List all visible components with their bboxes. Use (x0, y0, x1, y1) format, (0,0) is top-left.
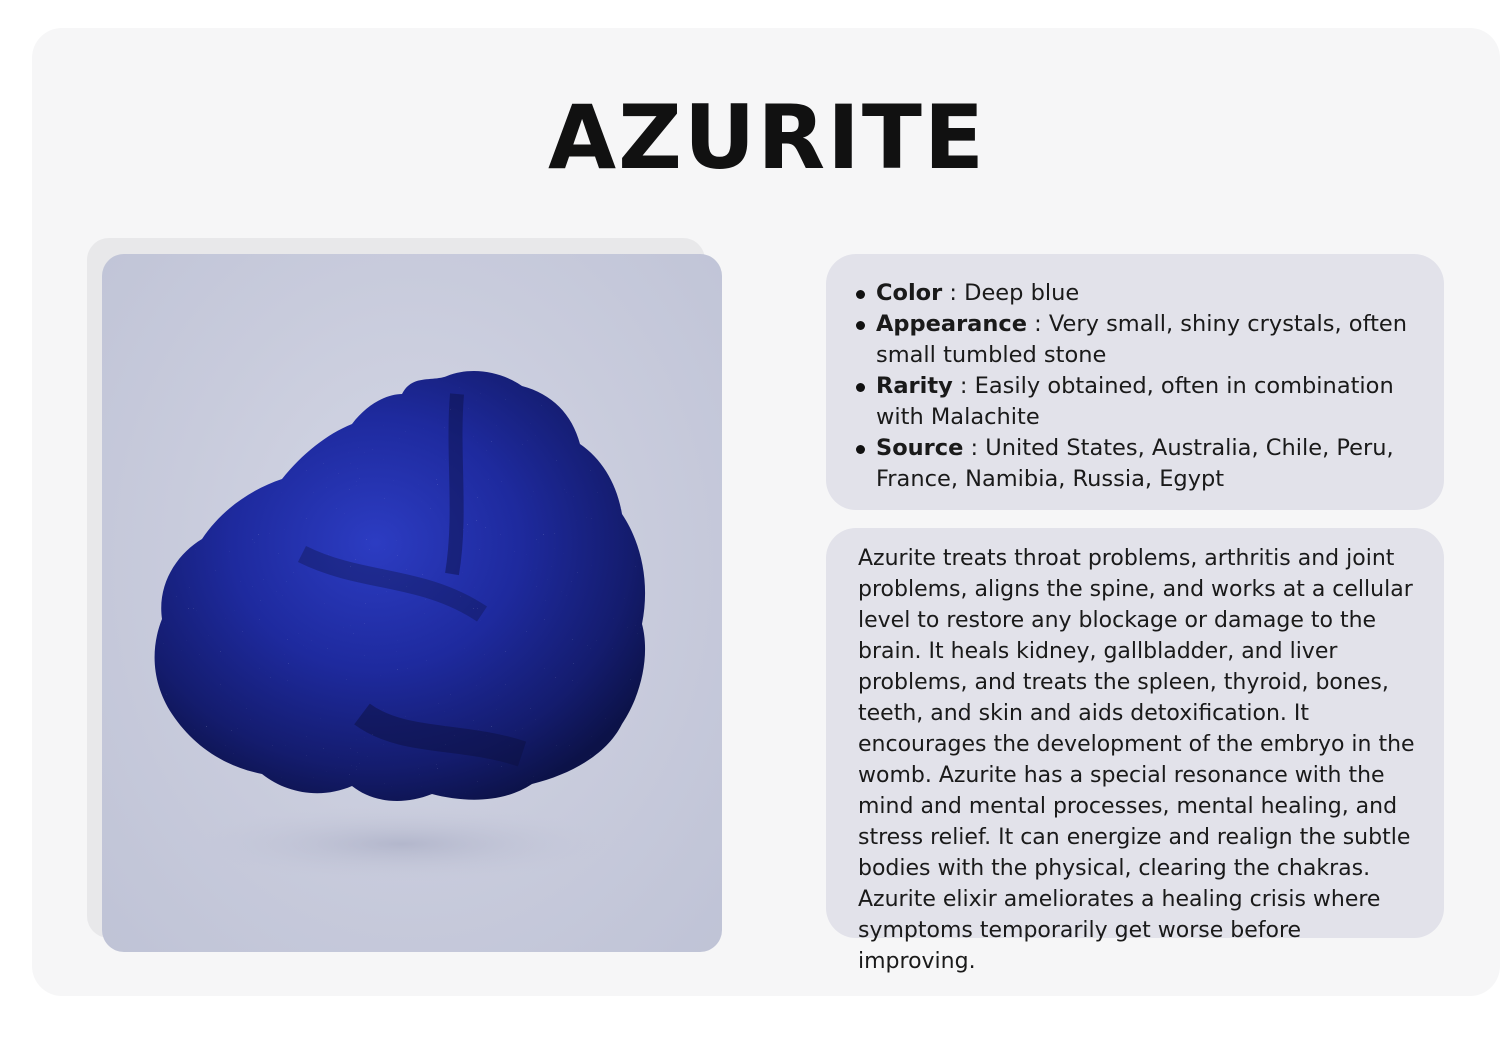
property-key: Rarity (876, 373, 953, 399)
property-sep: : (952, 373, 975, 399)
mineral-photo (102, 254, 722, 952)
property-key: Source (876, 435, 964, 461)
bullet-icon (856, 321, 865, 330)
property-key: Appearance (876, 311, 1027, 337)
property-value: Deep blue (964, 280, 1080, 306)
property-value: Very small, shiny crystals, often small tumbled stone (876, 311, 1408, 368)
property-sep: : (963, 435, 986, 461)
page-title: AZURITE (547, 86, 986, 189)
property-sep: : (942, 280, 965, 306)
bullet-icon (856, 445, 865, 454)
property-color (856, 278, 1426, 309)
description-panel (826, 528, 1444, 974)
description-text: Azurite treats throat problems, arthritis and joint problems, aligns the spine, and works at a cellular level to restore any blockage or damage to the brain. It heals kidney, gallbladder, and liver problems, and treats the spleen, thyroid, bones, teeth, and skin and aids detoxification. It encourages the development of the embryo in the womb. Azurite has a special resonance with the mind and mental processes, mental healing, and stress relief. It can energize and realign the subtle bodies with the physical, clearing the chakras. Azurite elixir ameliorates a healing crisis where symptoms temporarily get worse before improving. (858, 546, 1415, 974)
property-value: United States, Australia, Chile, Peru, France, Namibia, Russia, Egypt (876, 435, 1394, 492)
property-value: Easily obtained, often in combination with Malachite (876, 373, 1394, 430)
property-rarity (856, 371, 1426, 433)
properties-list (856, 278, 1426, 495)
bullet-icon (856, 383, 865, 392)
properties-panel (826, 254, 1444, 510)
bullet-icon (856, 290, 865, 299)
property-appearance (856, 309, 1426, 371)
property-source (856, 433, 1426, 495)
azurite-image (102, 254, 722, 952)
property-key: Color (876, 280, 943, 306)
property-sep: : (1026, 311, 1049, 337)
